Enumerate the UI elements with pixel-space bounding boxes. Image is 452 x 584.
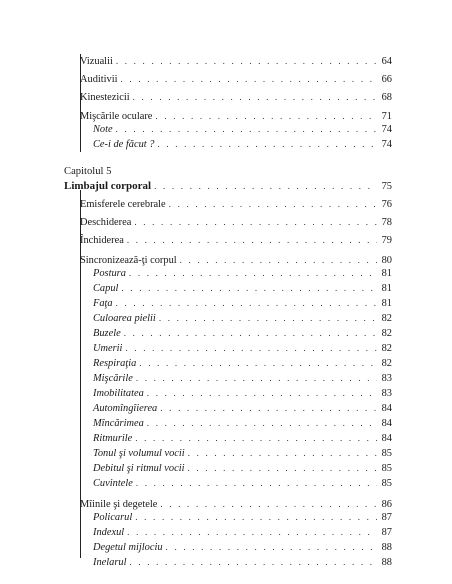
toc-entry-page: 83 [381,388,392,399]
toc-entry-page: 86 [381,499,392,510]
toc-entry-page: 83 [381,373,392,384]
leader-dots [116,296,377,310]
toc-entry-page: 74 [381,139,392,150]
leader-dots [159,311,377,325]
leader-dots [139,356,377,370]
leader-dots [125,341,377,355]
leader-dots [127,233,377,247]
leader-dots [160,497,377,511]
toc-entry[interactable] [93,525,392,539]
toc-entry[interactable] [93,281,392,295]
toc-entry-title: Respiraţia [93,358,137,369]
toc-entry-page: 82 [381,343,392,354]
toc-entry-page: 81 [381,268,392,279]
leader-dots [133,90,377,104]
toc-entry-page: 85 [381,448,392,459]
toc-entry[interactable] [80,215,392,229]
toc-entry[interactable] [93,356,392,370]
leader-dots [134,215,377,229]
leader-dots [121,281,377,295]
toc-entry[interactable] [93,296,392,310]
toc-entry-title: Vizualii [80,56,113,67]
chapter-label: Capitolul 5 [64,166,112,177]
toc-entry-page: 82 [381,313,392,324]
toc-entry-title: Tonul şi volumul vocii [93,448,185,459]
toc-entry[interactable] [93,510,392,524]
toc-entry[interactable] [93,555,392,569]
toc-entry[interactable] [93,540,392,554]
toc-entry-title: Mîinile şi degetele [80,499,158,510]
toc-entry[interactable] [93,401,392,415]
toc-entry-page: 85 [381,463,392,474]
toc-entry[interactable] [93,371,392,385]
toc-entry-page: 81 [381,283,392,294]
toc-entry-title: Mişcările [93,373,133,384]
toc-entry-title: Deschiderea [80,217,132,228]
toc-entry-page: 82 [381,328,392,339]
toc-entry[interactable] [93,341,392,355]
toc-entry-page: 66 [381,74,392,85]
toc-entry-title: Postura [93,268,126,279]
toc-entry-page: 64 [381,56,392,67]
toc-entry-page: 82 [381,358,392,369]
toc-entry-title: Automîngîierea [93,403,158,414]
toc-entry[interactable] [93,311,392,325]
toc-entry-title: Capul [93,283,119,294]
toc-entry-title: Limbajul corporal [64,180,152,192]
toc-entry-title: Sincronizează-ţi corpul [80,255,177,266]
toc-entry-page: 81 [381,298,392,309]
leader-dots [136,371,377,385]
toc-entry[interactable] [93,431,392,445]
leader-dots [129,555,377,569]
toc-entry-title: Faţa [93,298,113,309]
toc-entry-page: 68 [381,92,392,103]
toc-entry[interactable] [80,54,392,68]
leader-dots [135,510,377,524]
leader-dots [135,431,377,445]
toc-entry[interactable] [80,253,392,267]
toc-chapter-title[interactable] [64,179,392,193]
toc-entry-page: 84 [381,403,392,414]
leader-dots [188,446,377,460]
toc-entry-title: Mîncărimea [93,418,144,429]
toc-entry-title: Degetul mijlociu [93,542,163,553]
toc-entry-title: Ce-i de făcut ? [93,139,155,150]
leader-dots [166,540,377,554]
toc-entry-page: 71 [381,111,392,122]
toc-entry-title: Culoarea pielii [93,313,156,324]
toc-entry-page: 87 [381,527,392,538]
toc-entry[interactable] [93,386,392,400]
toc-entry-page: 79 [381,235,392,246]
toc-entry[interactable] [80,233,392,247]
leader-dots [127,525,377,539]
leader-dots [180,253,377,267]
toc-entry[interactable] [80,197,392,211]
toc-entry[interactable] [80,497,392,511]
toc-entry-title: Imobilitatea [93,388,144,399]
toc-entry-title: Inelarul [93,557,127,568]
leader-dots [154,179,377,193]
toc-entry-page: 88 [381,542,392,553]
toc-entry[interactable] [80,90,392,104]
toc-entry-title: Kinestezicii [80,92,130,103]
leader-dots [116,54,377,68]
toc-entry[interactable] [93,137,392,151]
toc-entry-title: Auditivii [80,74,118,85]
leader-dots [129,266,377,280]
toc-entry-page: 78 [381,217,392,228]
toc-entry-title: Buzele [93,328,121,339]
toc-entry-page: 88 [381,557,392,568]
toc-entry-page: 84 [381,418,392,429]
toc-entry-page: 84 [381,433,392,444]
toc-entry-page: 87 [381,512,392,523]
leader-dots [121,72,377,86]
toc-entry[interactable] [80,72,392,86]
toc-entry[interactable] [93,461,392,475]
toc-entry-title: Debitul şi ritmul vocii [93,463,185,474]
toc-entry-title: Policarul [93,512,133,523]
toc-entry-title: Note [93,124,113,135]
leader-dots [124,326,377,340]
leader-dots [160,401,377,415]
leader-dots [147,386,377,400]
toc-entry-page: 80 [381,255,392,266]
toc-entry-page: 74 [381,124,392,135]
leader-dots [169,197,377,211]
toc-entry-page: 75 [381,181,392,192]
leader-dots [116,122,377,136]
toc-entry-title: Umerii [93,343,123,354]
toc-entry[interactable] [93,266,392,280]
toc-entry-title: Închiderea [80,235,124,246]
leader-dots [188,461,378,475]
toc-entry-title: Emisferele cerebrale [80,199,166,210]
toc-entry-title: Cuvintele [93,478,133,489]
toc-entry[interactable] [93,416,392,430]
toc-entry-title: Ritmurile [93,433,133,444]
toc-entry-page: 76 [381,199,392,210]
toc-entry[interactable] [93,476,392,490]
toc-entry-title: Indexul [93,527,125,538]
toc-entry[interactable] [93,122,392,136]
leader-dots [157,137,377,151]
leader-dots [136,476,377,490]
leader-dots [147,416,377,430]
leader-dots [155,109,377,123]
toc-entry-title: Mişcările oculare [80,111,153,122]
toc-entry[interactable] [93,326,392,340]
toc-entry-page: 85 [381,478,392,489]
toc-entry[interactable] [93,446,392,460]
toc-entry[interactable] [80,109,392,123]
